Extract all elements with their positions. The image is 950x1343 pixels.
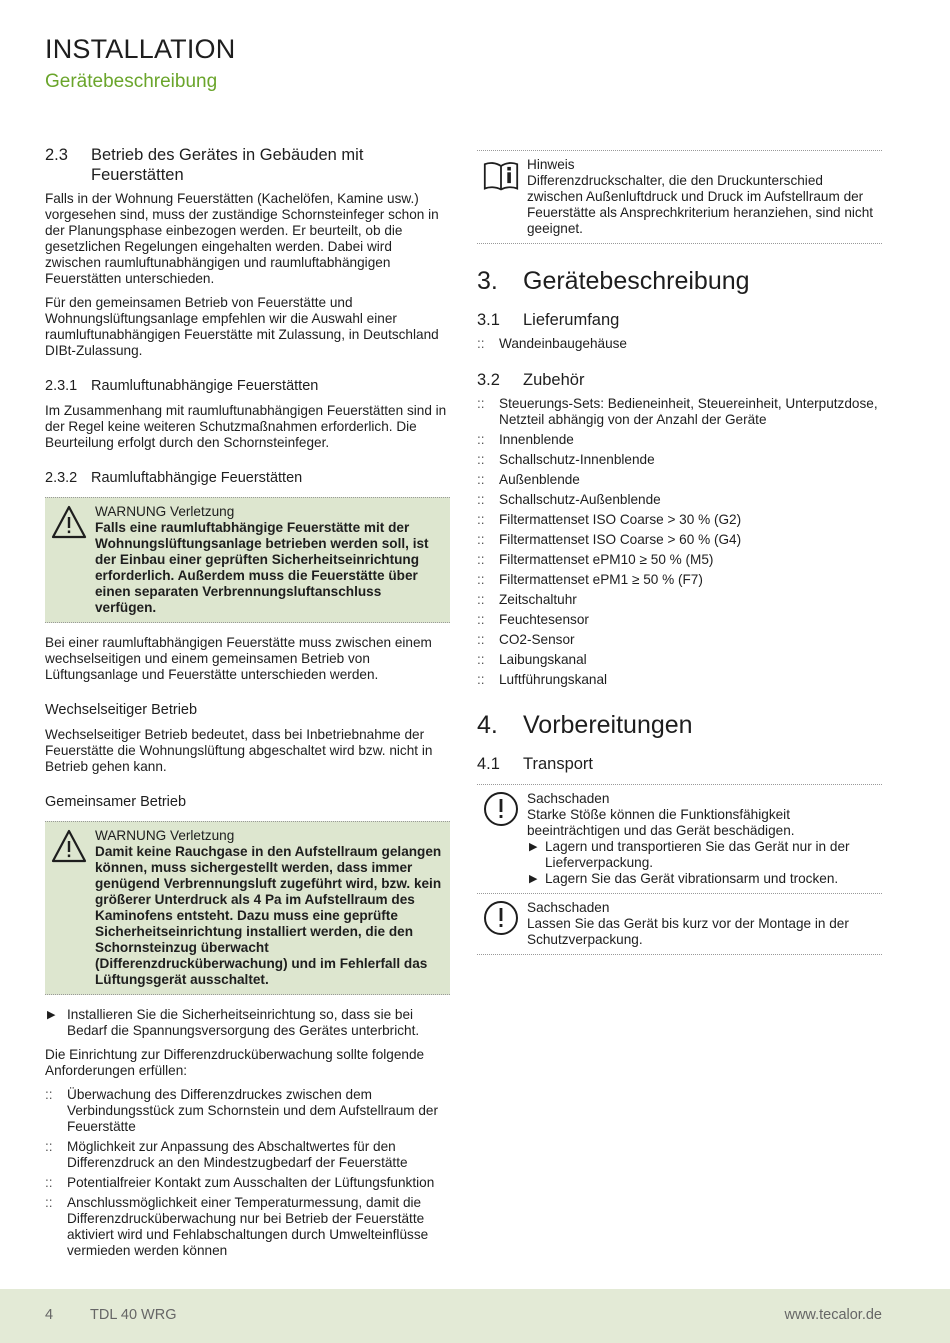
bullet-icon: :: bbox=[477, 632, 485, 647]
section-heading-3-2: 3.2 Zubehör bbox=[477, 371, 585, 389]
action-step bbox=[45, 1007, 450, 1039]
subheading-wechselseitig: Wechselseitiger Betrieb bbox=[45, 702, 198, 718]
exclamation-circle-icon bbox=[483, 791, 519, 827]
paragraph: Die Einrichtung zur Differenzdrucküberwachung sollte folgende Anforderungen erfüllen: bbox=[45, 1047, 425, 1078]
section-title: Raumluftunabhängige Feuerstätten bbox=[91, 378, 319, 394]
paragraph: Im Zusammenhang mit raumluftunabhängigen Feuerstätten sind in der Regel keine weiteren Schutzmaßnahmen erforderlich. Die Beurteilung erfolgt durch den Schornsteinfeger. bbox=[45, 403, 447, 450]
website-link[interactable]: www.tecalor.de bbox=[784, 1307, 882, 1323]
triangle-bullet-icon: ▶ bbox=[47, 1009, 56, 1021]
list-item: :: Steuerungs-Sets: Bedieneinheit, Steuereinheit, Unterputzdose, Netzteil abhängig von der Anzahl der Geräte bbox=[477, 396, 878, 427]
damage-title: Sachschaden bbox=[527, 900, 610, 915]
triangle-bullet-icon: ▶ bbox=[529, 841, 538, 853]
bullet-icon: :: bbox=[477, 472, 485, 487]
page-title: INSTALLATION bbox=[45, 34, 236, 64]
page-number: 4 bbox=[45, 1307, 54, 1323]
warning-box bbox=[45, 821, 450, 995]
paragraph: Falls in der Wohnung Feuerstätten (Kachelöfen, Kamine usw.) vorgesehen sind, muss der zuständige Schornsteinfeger schon in der Planungsphase einbezogen werden. Er beurteilt, ob die gesetzlichen Regelungen eingehalten werden. Dabei wird zwischen raumluftunabhängigen und raumluftabhängigen Feuerstätten unterschieden. bbox=[45, 191, 439, 286]
warning-title: WARNUNG Verletzung bbox=[95, 828, 235, 843]
list-item: :: Laibungskanal bbox=[477, 652, 587, 667]
hint-title: Hinweis bbox=[527, 157, 575, 172]
warning-text: Damit keine Rauchgase in den Aufstellraum gelangen können, muss sichergestellt werden, dass immer genügend Verbrennungsluft zugeführt wird, bzw. kein größerer Unterdruck als 4 Pa im Aufstellraum des Kaminofens entsteht. Dazu muss eine geprüfte Sicherheitseinrichtung installiert werden, die den Schornsteinzug überwacht (Differenzdrucküberwachung) und im Fehlerfall das Lüftungsgerät ausschaltet. bbox=[95, 844, 442, 987]
warning-title: WARNUNG Verletzung bbox=[95, 504, 235, 519]
bullet-icon: :: bbox=[477, 512, 485, 527]
bullet-icon: :: bbox=[45, 1087, 53, 1102]
list-item: :: CO2-Sensor bbox=[477, 632, 575, 647]
bullet-icon: :: bbox=[477, 336, 485, 351]
list-item: :: Schallschutz-Außenblende bbox=[477, 492, 661, 507]
warning-box bbox=[45, 497, 450, 623]
hint-text: Differenzdruckschalter, die den Druckunterschied zwischen Außenluftdruck und Druck im Aufstellraum der Feuerstätte als Ansprechkriterium heranziehen, sind nicht geeignet. bbox=[527, 173, 874, 236]
paragraph: Für den gemeinsamen Betrieb von Feuerstätte und Wohnungslüftungsanlage empfehlen wir die Auswahl einer raumluftunabhängigen Feuerstätte mit Zulassung, in Deutschland DIBt-Zulassung. bbox=[45, 295, 439, 358]
list-item: :: Anschlussmöglichkeit einer Temperaturmessung, damit die Differenzdrucküberwachung nur bei Betrieb der Feuerstätte aktiviert wird und Fehlabschaltungen durch Umwelteinflüsse vermieden werden können bbox=[45, 1195, 429, 1258]
bullet-icon: :: bbox=[45, 1175, 53, 1190]
right-column bbox=[477, 145, 882, 967]
section-number: 2.3 bbox=[45, 146, 68, 164]
bullet-icon: :: bbox=[477, 492, 485, 507]
paragraph: Wechselseitiger Betrieb bedeutet, dass bei Inbetriebnahme der Feuerstätte die Wohnungslüftung abgeschaltet wird bzw. nicht in Betrieb gehen kann. bbox=[45, 727, 433, 774]
paragraph: Bei einer raumluftabhängigen Feuerstätte muss zwischen einem wechselseitigen und einem gemeinsamen Betrieb von Lüftungsanlage und Feuerstätte unterschieden werden. bbox=[45, 635, 432, 682]
list-item: :: Filtermattenset ISO Coarse > 30 % (G2) bbox=[477, 512, 742, 527]
action-step: ▶ Lagern und transportieren Sie das Gerät nur in der Lieferverpackung. bbox=[529, 839, 850, 870]
damage-box bbox=[477, 894, 882, 955]
bullet-icon: :: bbox=[45, 1139, 53, 1154]
damage-box bbox=[477, 784, 882, 894]
section-heading-4-1: 4.1 Transport bbox=[477, 755, 593, 773]
requirements-list bbox=[45, 1087, 450, 1259]
bullet-icon: :: bbox=[477, 552, 485, 567]
list-item: :: Filtermattenset ePM10 ≥ 50 % (M5) bbox=[477, 552, 714, 567]
section-heading-2-3-1 bbox=[45, 377, 450, 395]
warning-text: Falls eine raumluftabhängige Feuerstätte mit der Wohnungslüftungsanlage betrieben werden soll, ist der Einbau einer geprüften Sicherheitseinrichtung erforderlich. Außerdem muss die Feuerstätte über einen separaten Verbrennungsluftanschluss verfügen. bbox=[95, 520, 429, 615]
manual-info-icon bbox=[483, 157, 519, 193]
chapter-heading-4: 4. Vorbereitungen bbox=[477, 711, 693, 739]
bullet-icon: :: bbox=[477, 612, 485, 627]
list-item: :: Schallschutz-Innenblende bbox=[477, 452, 655, 467]
action-text: Installieren Sie die Sicherheitseinrichtung so, dass sie bei Bedarf die Spannungsversorgung des Gerätes unterbricht. bbox=[67, 1007, 420, 1038]
list-item: :: Potentialfreier Kontakt zum Ausschalten der Lüftungsfunktion bbox=[45, 1175, 435, 1190]
list-item: :: Wandeinbaugehäuse bbox=[477, 336, 627, 351]
hint-box bbox=[477, 150, 882, 244]
warning-triangle-icon bbox=[51, 504, 87, 540]
section-heading-2-3-2 bbox=[45, 469, 450, 487]
list-item: :: Innenblende bbox=[477, 432, 574, 447]
accessories-list bbox=[477, 396, 882, 688]
delivery-list bbox=[477, 336, 882, 352]
section-title: Raumluftabhängige Feuerstätten bbox=[91, 470, 303, 486]
section-number: 2.3.2 bbox=[45, 470, 78, 486]
section-heading-3-1: 3.1 Lieferumfang bbox=[477, 311, 620, 329]
subheading-gemeinsam: Gemeinsamer Betrieb bbox=[45, 794, 187, 810]
bullet-icon: :: bbox=[477, 396, 485, 411]
chapter-heading-3: 3. Gerätebeschreibung bbox=[477, 267, 750, 295]
bullet-icon: :: bbox=[477, 532, 485, 547]
list-item: :: Außenblende bbox=[477, 472, 580, 487]
action-step: ▶ Lagern Sie das Gerät vibrationsarm und trocken. bbox=[529, 871, 839, 886]
bullet-icon: :: bbox=[477, 432, 485, 447]
damage-text: Starke Stöße können die Funktionsfähigkeit beeinträchtigen und das Gerät beschädigen. bbox=[527, 807, 795, 838]
warning-triangle-icon bbox=[51, 828, 87, 864]
page-footer bbox=[0, 1289, 950, 1343]
section-title: Betrieb des Gerätes in Gebäuden mit Feuerstätten bbox=[91, 146, 364, 184]
section-heading-2-3 bbox=[45, 145, 450, 185]
exclamation-circle-icon bbox=[483, 900, 519, 936]
bullet-icon: :: bbox=[477, 592, 485, 607]
page-subtitle: Gerätebeschreibung bbox=[45, 71, 218, 92]
list-item: :: Filtermattenset ePM1 ≥ 50 % (F7) bbox=[477, 572, 703, 587]
damage-text: Lassen Sie das Gerät bis kurz vor der Montage in der Schutzverpackung. bbox=[527, 916, 849, 947]
bullet-icon: :: bbox=[477, 672, 485, 687]
bullet-icon: :: bbox=[477, 652, 485, 667]
list-item: :: Überwachung des Differenzdruckes zwischen dem Verbindungsstück zum Schornstein und dem Aufstellraum der Feuerstätte bbox=[45, 1087, 439, 1134]
triangle-bullet-icon: ▶ bbox=[529, 873, 538, 885]
bullet-icon: :: bbox=[45, 1195, 53, 1210]
damage-title: Sachschaden bbox=[527, 791, 610, 806]
section-number: 2.3.1 bbox=[45, 378, 78, 394]
list-item: :: Filtermattenset ISO Coarse > 60 % (G4) bbox=[477, 532, 742, 547]
bullet-icon: :: bbox=[477, 572, 485, 587]
list-item: :: Möglichkeit zur Anpassung des Abschaltwertes für den Differenzdruck an den Mindestzugbedarf der Feuerstätte bbox=[45, 1139, 408, 1170]
model-name: TDL 40 WRG bbox=[90, 1307, 177, 1323]
list-item: :: Zeitschaltuhr bbox=[477, 592, 577, 607]
list-item: :: Luftführungskanal bbox=[477, 672, 608, 687]
left-column bbox=[45, 145, 450, 1265]
list-item: :: Feuchtesensor bbox=[477, 612, 589, 627]
bullet-icon: :: bbox=[477, 452, 485, 467]
